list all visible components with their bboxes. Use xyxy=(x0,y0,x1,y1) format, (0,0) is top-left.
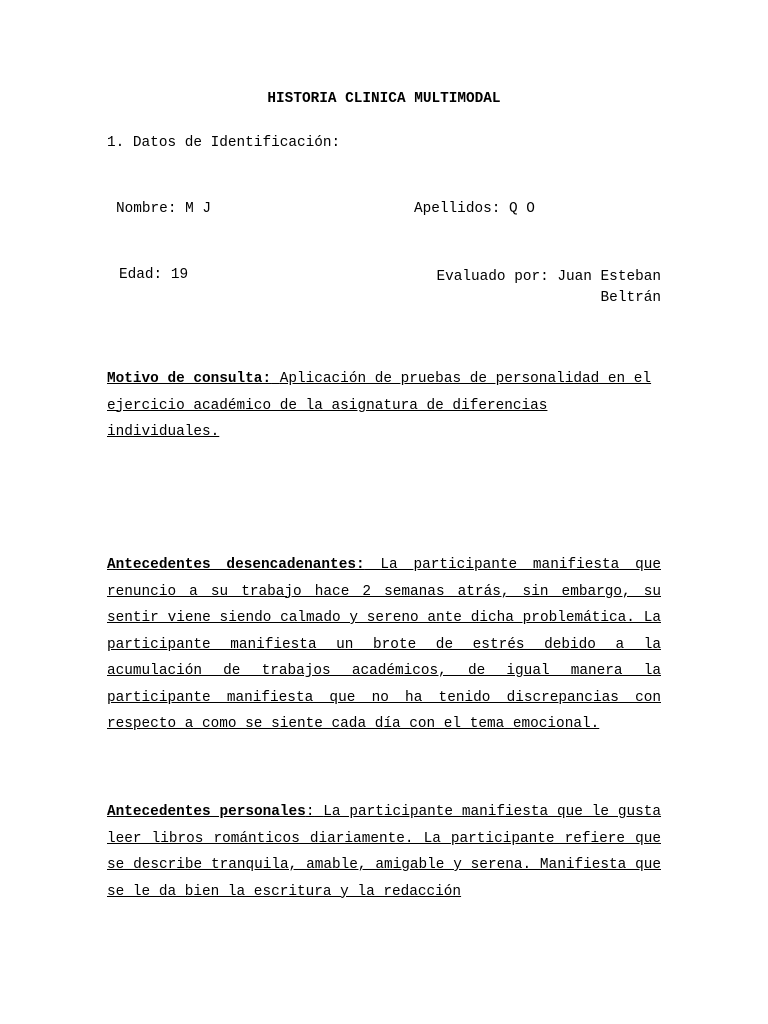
paragraph-antecedentes-personales xyxy=(107,799,661,905)
field-apellidos: Apellidos: Q O xyxy=(414,201,535,217)
field-evaluado-por xyxy=(400,267,661,308)
personales-text: La participante manifiesta que le gusta leer libros románticos diariamente. La participante refiere que se describe tranquila, amable, amigable y serena. Manifiesta que se le da bien la escritura y la redacción xyxy=(107,804,662,900)
evaluado-line-2: Beltrán xyxy=(600,289,661,306)
paragraph-antecedentes-desencadenantes xyxy=(107,552,661,738)
document-title: HISTORIA CLINICA MULTIMODAL xyxy=(267,91,501,107)
personales-label: Antecedentes personales xyxy=(107,804,306,820)
field-nombre: Nombre: M J xyxy=(116,201,211,217)
personales-colon: : xyxy=(305,804,315,820)
evaluado-line-1: Evaluado por: Juan Esteban xyxy=(436,269,661,285)
desencadenantes-text: La participante manifiesta que renuncio a su trabajo hace 2 semanas atrás, sin embargo, su sentir viene siendo calmado y sereno ante dicha problemática. La participante manifiesta un brote de estrés debido a la acumulación de trabajos académicos, de igual manera la participante manifiesta que no ha tenido discrepancias con respecto a como se siente cada día con el tema emocional. xyxy=(107,557,661,732)
desencadenantes-label: Antecedentes desencadenantes: xyxy=(107,557,365,573)
field-edad: Edad: 19 xyxy=(119,267,189,283)
paragraph-motivo-consulta xyxy=(107,366,661,446)
section-heading-identification: 1. Datos de Identificación: xyxy=(107,135,341,151)
motivo-label: Motivo de consulta: xyxy=(107,371,272,387)
motivo-text: Aplicación de pruebas de personalidad en el ejercicio académico de la asignatura de diferencias individuales. xyxy=(107,371,652,440)
